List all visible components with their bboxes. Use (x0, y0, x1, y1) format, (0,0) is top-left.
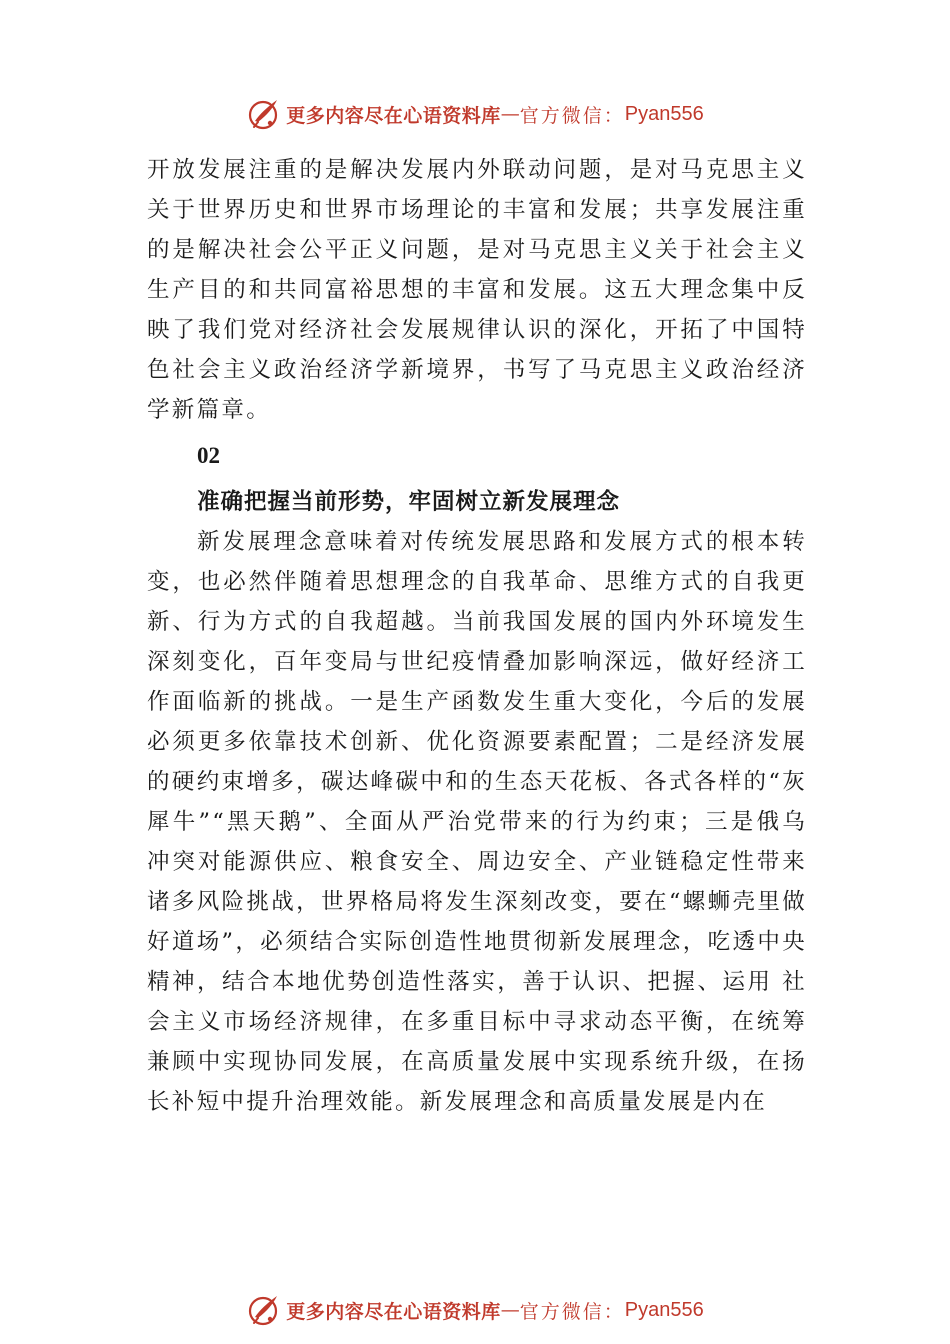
section-number: 02 (197, 443, 220, 468)
header-title: 更多内容尽在心语资料库 (286, 104, 501, 127)
body-paragraph-1: 开放发展注重的是解决发展内外联动问题，是对马克思主义关于世界历史和世界市场理论的丰富和发展；共享发展注重的是解决社会公平正义问题，是对马克思主义关于社会主义生产目的和共同富裕思想的丰富和发展。这五大理念集中反映了我们党对经济社会发展规律认识的深化，开拓了中国特色社会主义政治经济学新境界，书写了马克思主义政治经济学新篇章。 (147, 157, 807, 423)
page-footer-banner (0, 1290, 950, 1330)
quill-pen-logo-icon (246, 1292, 282, 1328)
document-body (147, 150, 807, 1122)
footer-title: 更多内容尽在心语资料库 (286, 1300, 501, 1323)
header-wechat-label: 官方微信： (519, 104, 625, 127)
section-title: 准确把握当前形势，牢固树立新发展理念 (197, 489, 621, 515)
page-header-banner (0, 94, 950, 134)
quill-pen-logo-icon (246, 96, 282, 132)
footer-separator: — (500, 1299, 520, 1321)
body-paragraph-2: 新发展理念意味着对传统发展思路和发展方式的根本转变，也必然伴随着思想理念的自我革命、思维方式的自我更新、行为方式的自我超越。当前我国发展的国内外环境发生深刻变化，百年变局与世纪疫情叠加影响深远，做好经济工作面临新的挑战。一是生产函数发生重大变化，今后的发展必须更多依靠技术创新、优化资源要素配置；二是经济发展的硬约束增多，碳达峰碳中和的生态天花板、各式各样的“灰犀牛”“黑天鹅”、全面从严治党带来的行为约束；三是俄乌冲突对能源供应、粮食安全、周边安全、产业链稳定性带来诸多风险挑战，世界格局将发生深刻改变，要在“螺蛳壳里做好道场”，必须结合实际创造性地贯彻新发展理念，吃透中央精神，结合本地优势创造性落实，善于认识、把握、运用 社会主义市场经济规律，在多重目标中寻求动态平衡，在统筹兼顾中实现协同发展，在高质量发展中实现系统升级，在扬长补短中提升治理效能。新发展理念和高质量发展是内在 (147, 529, 807, 1115)
header-wechat-id: Pyan556 (624, 102, 704, 125)
footer-wechat-id: Pyan556 (624, 1298, 704, 1321)
header-separator: — (500, 103, 520, 125)
footer-wechat-label: 官方微信： (519, 1300, 625, 1323)
